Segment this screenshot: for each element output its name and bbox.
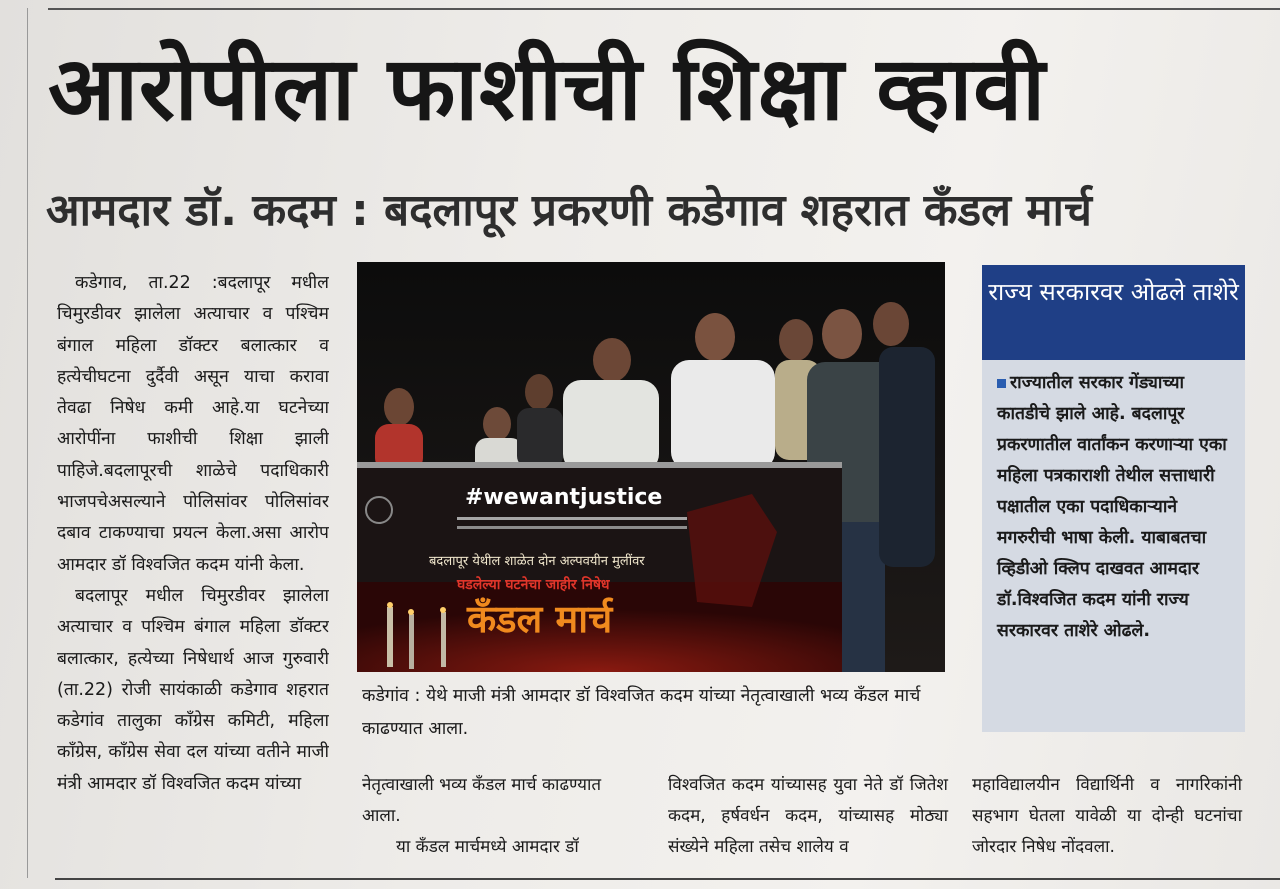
banner-title: कँडल मार्च — [467, 597, 613, 641]
headline: आरोपीला फाशीची शिक्षा व्हावी — [48, 37, 1046, 140]
column-rule — [27, 8, 28, 878]
banner-hashtag: #wewantjustice — [465, 485, 663, 510]
continuation-text: विश्वजित कदम यांच्यासह युवा नेते डॉ जितेश कदम, हर्षवर्धन कदम, यांच्यासह मोठ्या संख्येने महिला तसेच शालेय व — [668, 775, 948, 857]
sidebar-body — [982, 360, 1245, 732]
article-body — [57, 268, 329, 864]
continuation-col-1 — [362, 770, 652, 866]
continuation-line: आला. — [362, 806, 401, 826]
banner-line: बदलापूर येथील शाळेत दोन अल्पवयीन मुलींवर — [429, 554, 645, 569]
photo-caption: कडेगांव : येथे माजी मंत्री आमदार डॉ विश्वजित कदम यांच्या नेतृत्वाखाली भव्य कँडल मार्च काढण्यात आला. — [362, 686, 921, 739]
continuation-line: या कँडल मार्चमध्ये आमदार डॉ — [396, 837, 579, 857]
banner-line-2: घडलेल्या घटनेचा जाहीर निषेध — [457, 577, 610, 593]
protest-banner — [357, 462, 842, 672]
sidebar-title: राज्य सरकारवर ओढले ताशेरे — [982, 265, 1245, 360]
article-paragraph: बदलापूर मधील चिमुरडीवर झालेला अत्याचार व पश्चिम बंगाल महिला डॉक्टर बलात्कार, हत्येच्या निषेधार्थ आज गुरुवारी (ता.22) रोजी सायंकाळी कडेगाव शहरात कडेगांव तालुका काँग्रेस कमिटी, महिला काँग्रेस, काँग्रेस सेवा दल यांच्या वतीने माजी मंत्री आमदार डॉ विश्वजित कदम यांच्या — [57, 585, 329, 794]
continuation-col-3 — [972, 770, 1242, 866]
bullet-icon — [997, 379, 1006, 388]
news-photo — [357, 262, 945, 672]
bottom-rule — [55, 878, 1280, 880]
continuation-line: नेतृत्वाखाली भव्य कँडल मार्च काढण्यात — [362, 775, 602, 795]
article-paragraph: कडेगाव, ता.22 :बदलापूर मधील चिमुरडीवर झालेला अत्याचार व पश्चिम बंगाल महिला डॉक्टर बलात्कार व हत्येचीघटना दुर्दैवी असून याचा करावा तेवढा निषेध कमी आहे.या घटनेच्या आरोपींना फाशीची शिक्षा झाली पाहिजे.बदलापूरची शाळेचे पदाधिकारी भाजपचेअसल्याने पोलिसांवर पोलिसांवर दबाव टाकण्याचा प्रयत्न केला.असा आरोप आमदार डॉ विश्वजित कदम यांनी केला. — [57, 273, 329, 575]
sidebar-text: राज्यातील सरकार गेंड्याच्या कातडीचे झाले आहे. बदलापूर प्रकरणातील वार्तांकन करणाऱ्या एका महिला पत्रकाराशी तेथील सत्ताधारी पक्षातील एका पदाधिकाऱ्याने मगरुरीची भाषा केली. याबाबतचा व्हिडीओ क्लिप दाखवत आमदार डॉ.विश्वजित कदम यांनी राज्य सरकारवर ताशेरे ओढले. — [997, 373, 1227, 641]
subheadline: आमदार डॉ. कदम : बदलापूर प्रकरणी कडेगाव शहरात कँडल मार्च — [46, 185, 1092, 236]
top-rule — [48, 8, 1280, 10]
photo-illustration — [357, 262, 945, 672]
continuation-col-2 — [668, 770, 948, 866]
continuation-text: महाविद्यालयीन विद्यार्थिनी व नागरिकांनी सहभाग घेतला यावेळी या दोन्ही घटनांचा जोरदार निषेध नोंदवला. — [972, 775, 1242, 857]
